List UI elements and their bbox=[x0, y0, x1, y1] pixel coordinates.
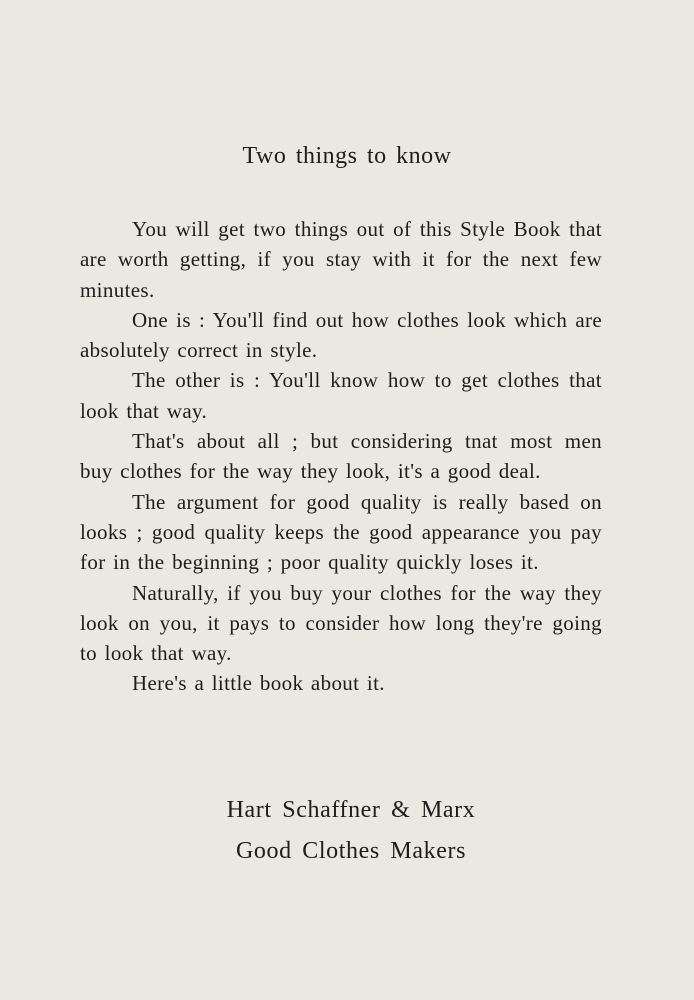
paragraph-7: Here's a little book about it. bbox=[132, 671, 385, 696]
body-text bbox=[80, 214, 602, 699]
company-tagline: Good Clothes Makers bbox=[235, 838, 467, 864]
paragraph-5: The argument for good quality is really based on looks ; good quality keeps the good appearance you pay for in the beginning ; poor quality quickly loses it. bbox=[80, 489, 602, 575]
paragraph-1: You will get two things out of this Style Book that are worth getting, if you stay with it for the next few minutes. bbox=[80, 217, 602, 302]
paragraph-2: One is : You'll find out how clothes look which are absolutely correct in style. bbox=[80, 307, 602, 363]
paragraph-6: Naturally, if you buy your clothes for the way they look on you, it pays to consider how long they're going to look that way. bbox=[80, 580, 602, 666]
signature-block bbox=[0, 790, 694, 872]
paragraph-3: The other is : You'll know how to get clothes that look that way. bbox=[80, 368, 602, 423]
paragraph-4: That's about all ; but considering tnat most men buy clothes for the way they look, it's a good deal. bbox=[80, 429, 602, 484]
company-name: Hart Schaffner & Marx bbox=[226, 797, 476, 823]
page-title: Two things to know bbox=[242, 143, 452, 169]
